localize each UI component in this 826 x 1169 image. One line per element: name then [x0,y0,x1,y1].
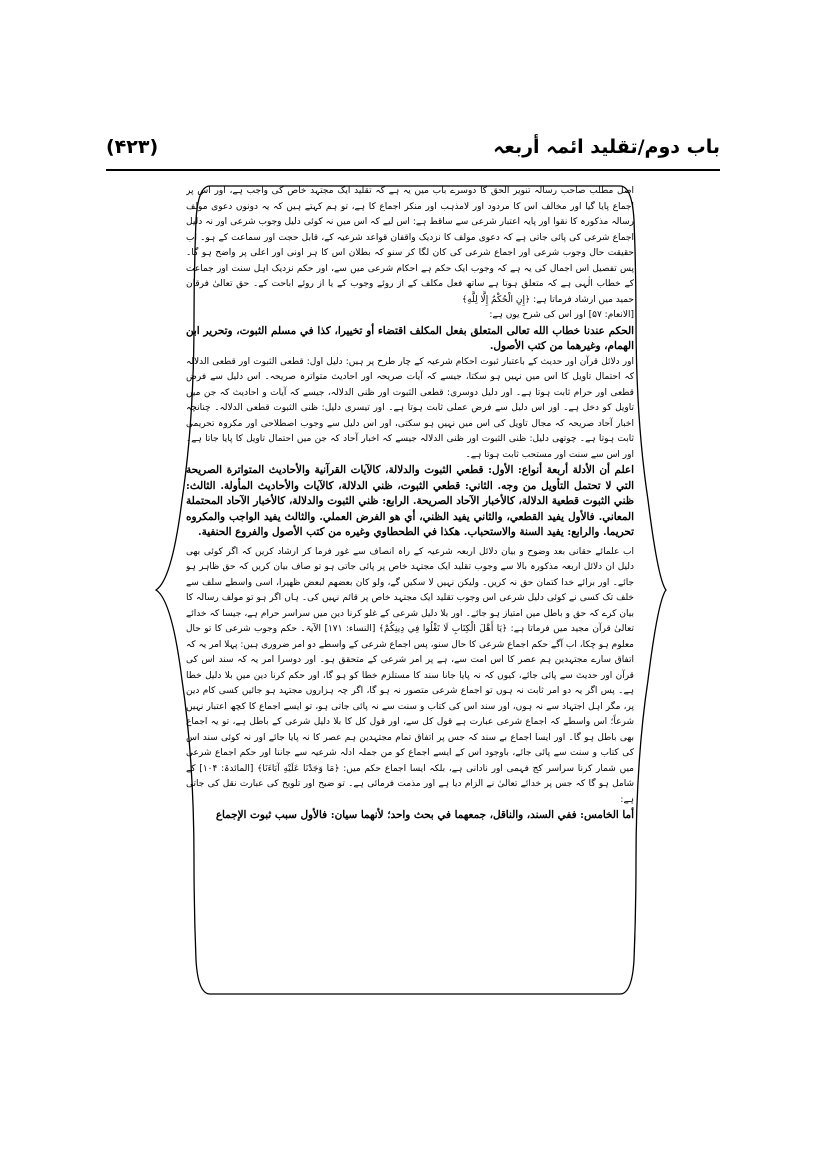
paragraph-four-proofs: اور دلائل قرآن اور حدیث کے باعتبار ثبوت احکام شرعیہ کے چار طرح پر ہیں: دلیل اول: قطعی الثبوت اور قطعی الدلالہ کہ احتمال تاویل کا اس میں نہیں ہو سکتا، جیسے کہ آیات صریحہ اور احادیث متواترہ صریحہ۔ اس دلیل سے فرض قطعی اور حرام ثابت ہوتا ہے۔ اور دلیل دوسری: قطعی الثبوت اور ظنی الدلالہ، جیسے کہ آیات و احادیث کہ جن میں تاویل کو دخل ہے۔ اور اس دلیل سے فرض عملی ثابت ہوتا ہے۔ اور تیسری دلیل: ظنی الثبوت قطعی الدلالہ۔ چنانچہ اخبار آحاد صریحہ کہ مجال تاویل کی اس میں نہیں ہو سکتی، اور اس دلیل سے وجوب اصطلاحی اور مکروہ تحریمی ثابت ہوتا ہے۔ چوتھی دلیل: ظنی الثبوت اور ظنی الدلالہ جیسے کہ اخبار آحاد کہ جن میں احتمال تاویل کا پایا جاتا ہے۔ اور اس سے سنت اور مستحب ثابت ہوتا ہے۔ [186,356,634,460]
paragraph-ijma: اب علمائے حقانی بعد وضوح و بیان دلائل اربعہ شرعیہ کے راہ انصاف سے غور فرما کر ارشاد کریں کہ اگر کوئی بھی دلیل ان دلائل اربعہ مذکورہ بالا سے وجوب تقلید ایک مجتہد خاص پر پائی جاتی ہو تو صاف بیان کریں کہ حق ظاہر ہو جائے۔ اور برائے خدا کتمان حق نہ کریں۔ ولیکن نہیں لا سکیں گے، ولو کان بعضهم لبعض ظهيرا، اسی واسطے سلف سے خلف تک کسی نے کوئی دلیل شرعی اس وجوب تقلید ایک مجتہد خاص پر قائم نہیں کی۔ ہاں اگر ہو تو مولف رسالہ کا بیان کرے کہ حق و باطل میں امتیاز ہو جائے۔ اور بلا دلیل شرعی کے غلو کرنا دین میں سراسر حرام ہے، جیسا کہ خدائے تعالیٰ قرآن مجید میں فرماتا ہے: ﴿يَا أَهْلَ الْكِتَابِ لَا تَغْلُوا فِي دِينِكُمْ﴾ [النساء: ۱۷۱] الآیۃ۔ حکم وجوب شرعی کا تو حال معلوم ہو چکا، اب آگے حکم اجماع شرعی کا حال سنو، پس اجماع شرعی کے واسطے دو امر ضروری ہیں: پہلا امر یہ کہ اتفاق سارے مجتہدین ہم عصر کا اس امت سے، ہے پر امر شرعی کے متحقق ہو۔ اور دوسرا امر یہ کہ سند اس کی قرآن اور حدیث سے پائی جائے، کیوں کہ نہ پایا جانا سند کا مستلزم خطا کو ہو گا، اور حکم کرنا دین میں بلا دلیل خطا ہے۔ پس اگر یہ دو امر ثابت نہ ہوں تو اجماع شرعی متصور نہ ہو گا، اگر چہ ہزاروں مجتہد ہو جائیں کسی کام دین پر، مگر اہل اجتہاد سے نہ ہوں، اور سند اس کی کتاب و سنت سے نہ پائی جاتی ہو، تو ایسے اجماع کا کچھ اعتبار نہیں شرعاً؛ اس واسطے کہ اجماع شرعی عبارت ہے قول کل سے، اور قول کل کا بلا دلیل شرعی کے باطل ہے، تو یہ اجماع بھی باطل ہو گا۔ اور ایسا اجماع بے سند کہ جس پر اتفاق تمام مجتہدین ہم عصر کا نہ پایا جائے اور نہ کوئی سند اس کی کتاب و سنت سے پائی جائے، باوجود اس کے ایسے اجماع کو من جملہ ادلہ شرعیہ سے جاننا اور حکم اجماع شرعی میں شمار کرنا سراسر کج فہمی اور نادانی ہے، بلکہ ایسا اجماع حکم میں: ﴿مَا وَجَدْنَا عَلَيْهِ آبَاءَنَا﴾ [المائدۃ: ۱۰۴] کے شامل ہو گا کہ جس پر خدائے تعالیٰ نے الزام دیا ہے اور مذمت فرمائی ہے۔ تو ضیح اور تلویح کی عبارت نقل کی جاتی ہے: [186,546,634,805]
paragraph-reference: [الانعام: ۵۷] اور اس کی شرح یوں ہے: [489,310,634,320]
arabic-four-proofs: اعلم أن الأدلة أربعة أنواع: الأول: قطعي الثبوت والدلالة، كالآيات القرآنية والأحاديث المتواترة الصريحة التي لا تحتمل التأويل من وجه. الثاني: قطعي الثبوت، ظني الدلالة، كالآيات والأحاديث المأولة. الثالث: ظني الثبوت قطعية الدلالة، كالأخبار الآحاد الصريحة. الرابع: ظني الثبوت والدلالة، كالأخبار الآحاد المحتملة المعاني. فالأول يفيد القطعي، والثاني يفيد الظني، أي هو الفرض العملي. والثالث يفيد الواجب والمكروه تحريما. والرابع: يفيد السنة والاستحباب. هكذا في الطحطاوي وغيره من كتب الأصول والفروع الحنفية. [186,464,634,538]
chapter-title: باب دوم/تقلید ائمہ أربعہ [493,136,720,158]
page-number: (۴۲۳) [106,136,159,158]
arabic-definition: الحكم عندنا خطاب الله تعالى المتعلق بفعل المكلف اقتضاء أو تخييرا، كذا في مسلم الثبوت، وتحرير ابن الهمام، وغيرهما من كتب الأصول. [186,324,634,352]
arabic-closing: أما الخامس: ففي السند، والناقل، جمعهما في بحث واحد؛ لأنهما سيان: فالأول سبب ثبوت الإجماع [215,809,634,821]
paragraph-main-claim: اصل مطلب صاحب رسالہ تنویر الحق کا دوسرے باب میں یہ ہے کہ تقلید ایک مجتہد خاص کی واجب ہے، اور اس پر اجماع پایا گیا اور مخالف اس کا مردود اور لامذہب اور منکر اجماع کا ہے، تو ہم کہتے ہیں کہ یہ دونوں دعوی مولف رسالہ مذکورہ کا نقوا اور پایہ اعتبار شرعی سے ساقط ہے: اس لیے کہ اس میں نہ کوئی دلیل وجوب شرعی اور نہ دلیل اجماع شرعی کی پائی جاتی ہے کہ دعوی مولف کا نزدیک واقفان قواعد شرعیہ کے، قابل حجت اور سماعت کے ہو۔ اب حقیقت حال وجوب شرعی اور اجماع شرعی کی کان لگا کر سنو کہ بطلان اس کا ہر اونی اور اعلی پر واضح ہو گا۔ پس تفصیل اس اجمال کی یہ ہے کہ وجوب ایک حکم ہے احکام شرعی میں سے، اور حکم نزدیک اہل سنت اور جماعت کے خطاب الٰہی ہے کہ متعلق ہوتا ہے ساتھ فعل مکلف کے از روئے وجوب کے یا از روئے اباحت کے۔ حق تعالیٰ فرقان حمید میں ارشاد فرماتا ہے: ﴿إِنِ الْحُكْمُ إِلَّا لِلَّهِ﴾ [186,186,634,305]
page-header [106,136,720,166]
page-body [186,184,634,992]
header-rule [106,169,720,171]
